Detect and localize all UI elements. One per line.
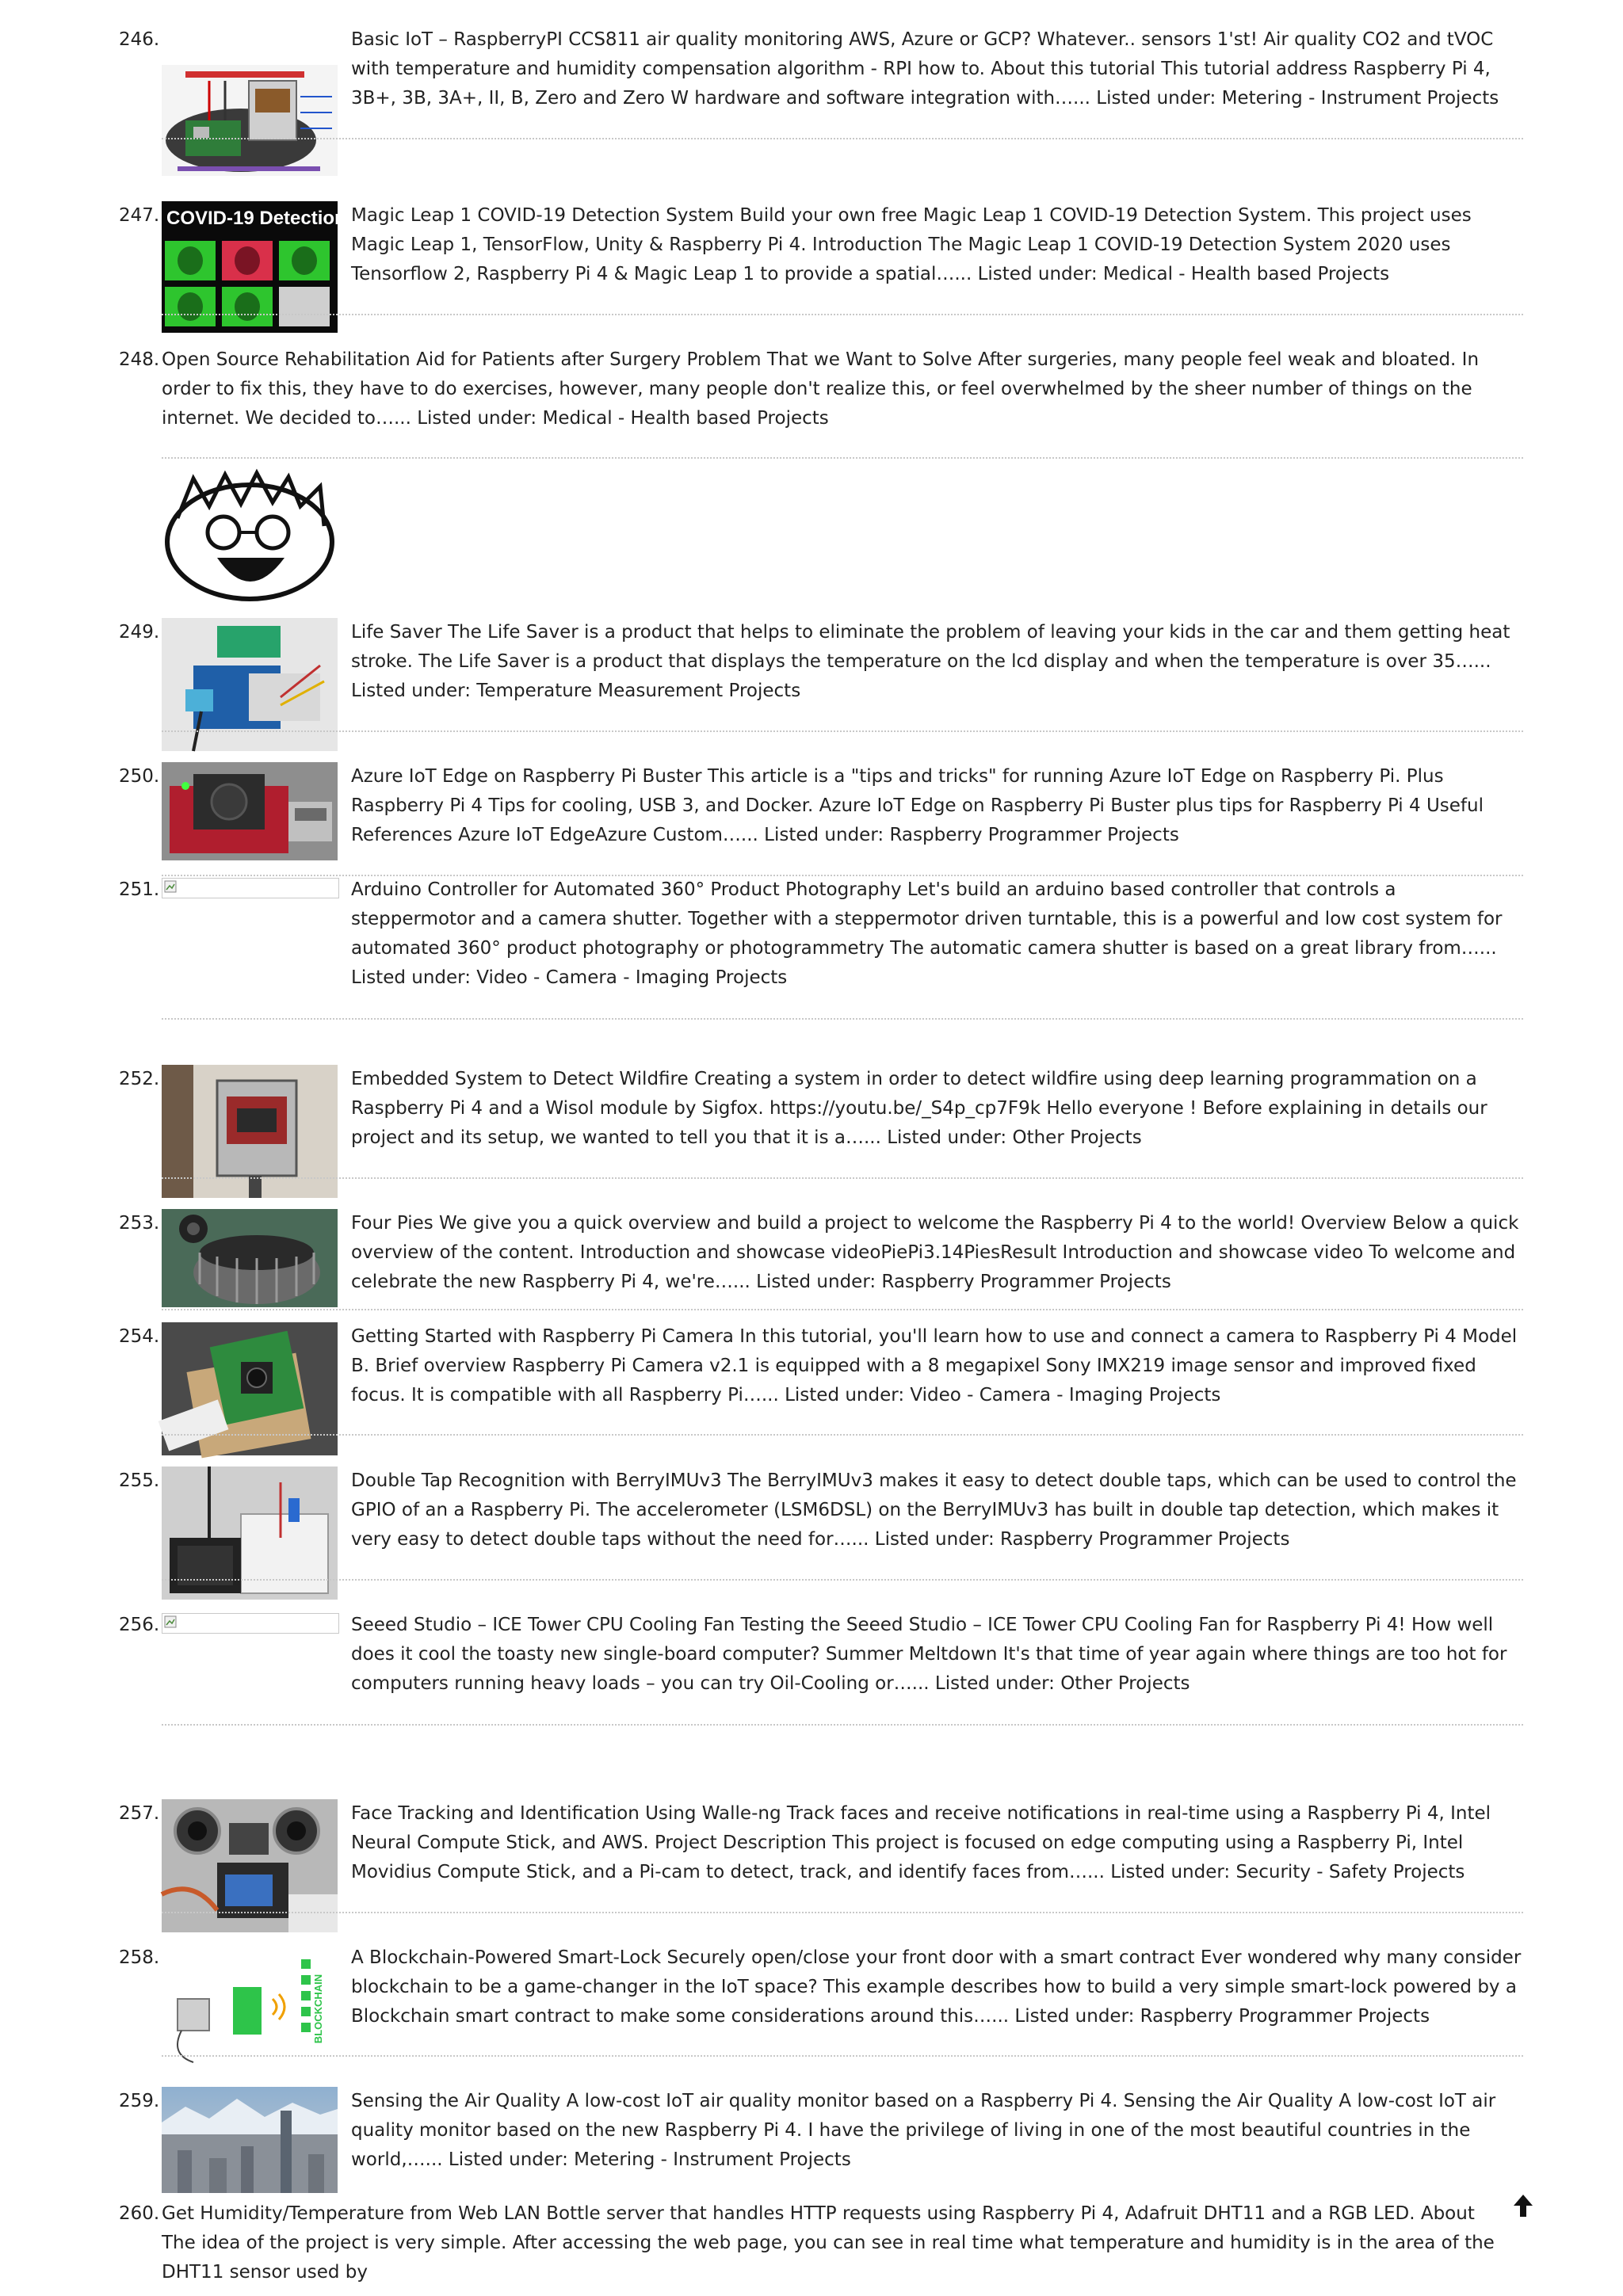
item-number: 247.: [119, 205, 160, 226]
item-number: 253.: [119, 1213, 160, 1234]
broken-image-icon: [164, 1615, 178, 1630]
item-number: 260.: [119, 2203, 160, 2224]
item-number: 248.: [119, 349, 160, 370]
thumbnail-image[interactable]: [162, 762, 338, 860]
thumbnail-image[interactable]: [162, 2087, 338, 2193]
thumbnail-image[interactable]: [162, 1209, 338, 1307]
broken-image[interactable]: [162, 1613, 339, 1634]
item-separator: [162, 1579, 1523, 1581]
item-number: 258.: [119, 1947, 160, 1968]
item-description[interactable]: Get Humidity/Temperature from Web LAN Bottle server that handles HTTP requests using Raspberry Pi 4, Adafruit DHT11 and a RGB LED. About The idea of the project is very simple. After accessing the web page, you can see in real time what temperature and humidity is in the area of the DHT11 sensor used by: [162, 2203, 1495, 2283]
thumbnail-caption: BLOCKCHAIN: [312, 1974, 325, 2044]
item-number: 254.: [119, 1326, 160, 1347]
item-separator: [162, 138, 1523, 139]
item-number: 256.: [119, 1615, 160, 1635]
item-number: 249.: [119, 622, 160, 643]
item-description[interactable]: Seeed Studio – ICE Tower CPU Cooling Fan Testing the Seeed Studio – ICE Tower CPU Cooling Fan for Raspberry Pi 4! How well does it cool the toasty new single-board computer? Summer Meltdown It's that time of year again where things are too hot for computers running heavy loads – you can try Oil-Cooling or…... Listed under: Other Projects: [351, 1615, 1507, 1694]
item-separator: [162, 1018, 1523, 1020]
broken-image-icon: [164, 880, 178, 894]
item-description[interactable]: Basic IoT – RaspberryPI CCS811 air quality monitoring AWS, Azure or GCP? Whatever.. sensors 1'st! Air quality CO2 and tVOC with temperature and humidity compensation algorithm - RPI how to. About this tutorial This tutorial address Raspberry Pi 4, 3B+, 3B, 3A+, II, B, Zero and Zero W hardware and software integration with…... Listed under: Metering - Instrument Projects: [351, 29, 1499, 109]
item-number: 250.: [119, 766, 160, 787]
item-description[interactable]: Embedded System to Detect Wildfire Creating a system in order to detect wildfire using deep learning programmation on a Raspberry Pi 4 and a Wisol module by Sigfox. https://youtu.be/_S4p_cp7F9k Hello everyone ! Before explaining in details our project and its setup, we wanted to tell you that it is a…... Listed under: Other Projects: [351, 1069, 1487, 1148]
item-separator: [162, 730, 1523, 732]
item-separator: [162, 457, 1523, 459]
item-number: 255.: [119, 1470, 160, 1491]
item-description[interactable]: A Blockchain-Powered Smart-Lock Securely open/close your front door with a smart contract Ever wondered why many consider blockchain to be a game-changer in the IoT space? This example describes how to build a very simple smart-lock powered by a Blockchain smart contract to make some considerations around this…... Listed under: Raspberry Programmer Projects: [351, 1947, 1522, 2027]
item-description[interactable]: Open Source Rehabilitation Aid for Patients after Surgery Problem That we Want to Solve After surgeries, many people feel weak and bloated. In order to fix this, they have to do exercises, however, many people don't realize this, or feel overwhelmed by the sheer number of things on the internet. We decided to…... Listed under: Medical - Health based Projects: [162, 349, 1480, 429]
up-arrow-icon[interactable]: [1512, 2193, 1534, 2218]
item-separator: [162, 2055, 1523, 2057]
item-number: 257.: [119, 1803, 160, 1824]
item-description[interactable]: Magic Leap 1 COVID-19 Detection System Build your own free Magic Leap 1 COVID-19 Detection System. This project uses Magic Leap 1, TensorFlow, Unity & Raspberry Pi 4. Introduction The Magic Leap 1 COVID-19 Detection System 2020 uses Tensorflow 2, Raspberry Pi 4 & Magic Leap 1 to provide a spatial…... Listed under: Medical - Health based Projects: [351, 205, 1472, 284]
thumbnail-caption: COVID-19 Detection System: [166, 208, 419, 229]
item-description[interactable]: Life Saver The Life Saver is a product that helps to eliminate the problem of leaving your kids in the car and them getting heat stroke. The Life Saver is a product that displays the temperature on the lcd display and when the temperature is over 35…... Listed under: Temperature Measurement Projects: [351, 622, 1510, 701]
item-number: 246.: [119, 29, 160, 50]
broken-image[interactable]: [162, 878, 339, 898]
item-description[interactable]: Sensing the Air Quality A low-cost IoT air quality monitor based on a Raspberry Pi 4. Sensing the Air Quality A low-cost IoT air quality monitor based on the new Raspberry Pi 4. I have the privilege of living in one of the most beautiful countries in the world,…... Listed under: Metering - Instrument Projects: [351, 2091, 1496, 2170]
item-separator: [162, 1912, 1523, 1913]
item-separator: [162, 1177, 1523, 1179]
thumbnail-image[interactable]: [162, 65, 338, 176]
item-number: 259.: [119, 2091, 160, 2111]
item-description[interactable]: Azure IoT Edge on Raspberry Pi Buster This article is a "tips and tricks" for running Azure IoT Edge on Raspberry Pi. Plus Raspberry Pi 4 Tips for cooling, USB 3, and Docker. Azure IoT Edge on Raspberry Pi Buster plus tips for Raspberry Pi 4 Useful References Azure IoT EdgeAzure Custom…... Listed under: Raspberry Programmer Projects: [351, 766, 1484, 845]
item-number: 252.: [119, 1069, 160, 1089]
item-description[interactable]: Face Tracking and Identification Using Walle-ng Track faces and receive notifications in real-time using a Raspberry Pi 4, Intel Neural Compute Stick, and AWS. Project Description This project is focused on edge computing using a Raspberry Pi, Intel Movidius Compute Stick, and a Pi-cam to detect, track, and identify faces from…... Listed under: Security - Safety Projects: [351, 1803, 1491, 1882]
item-description[interactable]: Arduino Controller for Automated 360° Product Photography Let's build an arduino based controller that controls a steppermotor and a camera shutter. Together with a steppermotor driven turntable, this is a powerful and low cost system for automated 360° product photography or photogrammetry The automatic camera shutter is based on a great library from…... Listed under: Video - Camera - Imaging Projects: [351, 879, 1503, 988]
item-separator: [162, 1724, 1523, 1726]
item-number: 251.: [119, 879, 160, 900]
item-description[interactable]: Double Tap Recognition with BerryIMUv3 The BerryIMUv3 makes it easy to detect double taps, which can be used to control the GPIO of an a Raspberry Pi. The accelerometer (LSM6DSL) on the BerryIMUv3 has built in double tap detection, which makes it very easy to detect double taps without the need for…... Listed under: Raspberry Programmer Projects: [351, 1470, 1517, 1550]
item-separator: [162, 1434, 1523, 1436]
item-separator: [162, 1309, 1523, 1310]
item-separator: [162, 314, 1523, 315]
item-description[interactable]: Getting Started with Raspberry Pi Camera In this tutorial, you'll learn how to use and connect a camera to Raspberry Pi 4 Model B. Brief overview Raspberry Pi Camera v2.1 is equipped with a 8 megapixel Sony IMX219 image sensor and improved fixed focus. It is compatible with all Raspberry Pi…... Listed under: Video - Camera - Imaging Projects: [351, 1326, 1518, 1405]
item-description[interactable]: Four Pies We give you a quick overview and build a project to welcome the Raspberry Pi 4 to the world! Overview Below a quick overview of the content. Introduction and showcase videoPiePi3.14PiesResult Introduction and showcase video To welcome and celebrate the new Raspberry Pi 4, we're…... Listed under: Raspberry Programmer Projects: [351, 1213, 1519, 1292]
thumbnail-image[interactable]: [162, 471, 338, 604]
